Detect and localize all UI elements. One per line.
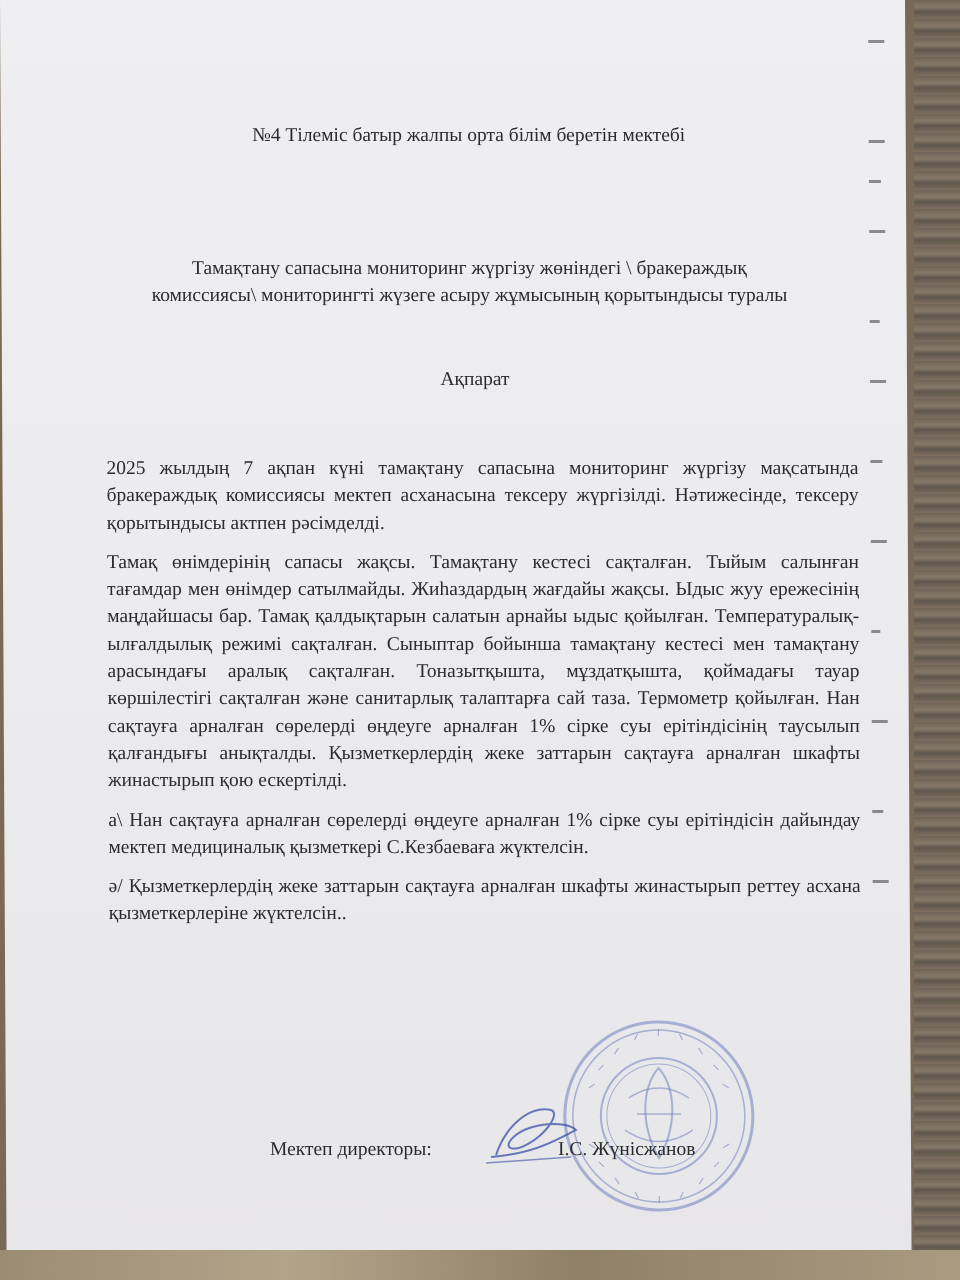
school-name: №4 Тілеміс батыр жалпы орта білім беретін мектебі (252, 125, 686, 146)
document-heading: Ақпарат (440, 369, 510, 390)
signature-label: Мектеп директоры: (269, 1139, 432, 1160)
paragraph-instruction-a: а\ Нан сақтауға арналған сөрелерді өңдеуге арналған 1% сірке суы ерітіндісін дайындау мектеп медициналық қызметкері С.Кезбаеваға жүктелсін. (108, 809, 861, 858)
official-seal-icon (558, 1018, 759, 1214)
desk-bottom (0, 1250, 960, 1280)
subject-line-1: Тамақтану сапасына мониторинг жүргізу жөніндегі \ бракераждық (191, 258, 747, 279)
scan-edge-marks (868, 20, 893, 920)
desk-edge (914, 0, 960, 1280)
subject-line-2: комиссиясы\ мониторингті жүзеге асыру жұмысының қорытындысы туралы (151, 285, 788, 306)
document-body (106, 455, 861, 940)
handwritten-signature-icon (476, 1085, 586, 1175)
paragraph-instruction-b: ә/ Қызметкерлердің жеке заттарын сақтауға арналған шкафты жинастырып реттеу асхана қызметкерлеріне жүктелсін.. (108, 876, 861, 925)
signature-block (270, 1139, 770, 1161)
signatory-name: І.С. Жүнісжанов (557, 1139, 696, 1160)
document-subject (1, 255, 911, 309)
paragraph-findings: Тамақ өнімдерінің сапасы жақсы. Тамақтану кестесі сақталған. Тыйым салынған тағамдар мен өнімдер сатылмайды. Жиһаздардың жағдайы жақсы. Ыдыс жуу ережесінің маңдайшасы бар. Тамақ қалдықтарын салатын арнайы ыдыс қойылған. Температуралық-ылғалдылық режимі сақталған. Сыныптар бойынша тамақтану кестесі мен тамақтану арасындағы аралық сақталған. Тоназытқышта, мұздатқышта, қоймадағы тауар көршілестігі сақталған және санитарлық талаптарға сай таза. Термометр қойылған. Нан сақтауға арналған сөрелерді өңдеуге арналған 1% сірке суы ерітіндісінің таусылып қалғандығы анықталды. Қызметкерлердің жеке заттарын сақтауға арналған шкафты жинастырып қою ескертілді. (106, 551, 861, 792)
paragraph-inspection: 2025 жылдың 7 ақпан күні тамақтану сапасына мониторинг жүргізу мақсатында бракераждық комиссиясы мектеп асханасына тексеру жүргізілді. Нәтижесінде, тексеру қорытындысы актпен рәсімделді. (106, 458, 859, 534)
